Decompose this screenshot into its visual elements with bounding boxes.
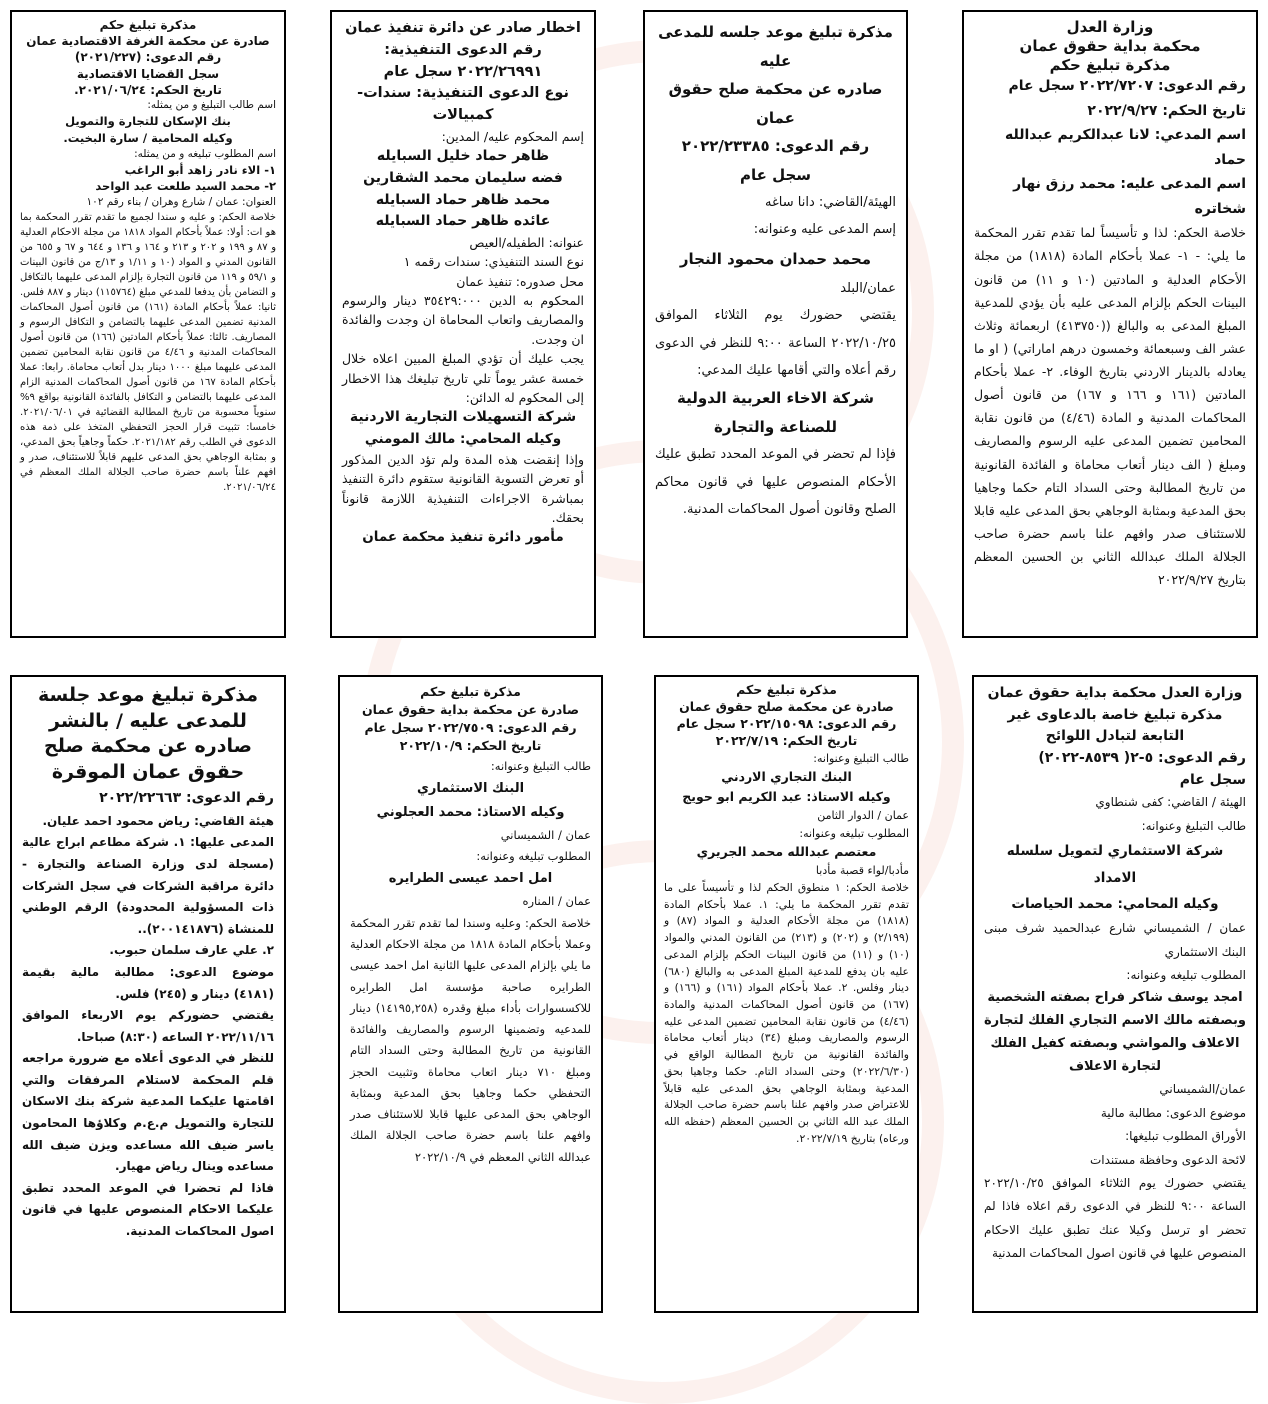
served-label: المطلوب تبليغه وعنوانه:: [799, 826, 909, 840]
plaintiff-name: اسم المدعي: لانا عبدالكريم عبدالله حماد: [1005, 127, 1246, 168]
case-subject: موضوع الدعوى: مطالبة مالية: [1100, 1105, 1246, 1120]
creditor-name: شركة التسهيلات التجارية الاردنية: [349, 409, 577, 426]
ruling-summary: خلاصة الحكم: ١ منطوق الحكم لذا و تأسيساً على ما تقدم تقرر المحكمة ما يلي: ١. عملا بأحكام المادة (١٨١٨) من مجلة الأحكام العدلية و المواد (٨٧) و (٢/١٩٩) و (٢٠٢) و (٢١٣) من القانون المدني والمواد (١٠) و (١١) من قانون البينات الحكم بإلزام المدعى عليه بان يدفع للمدعية المبلغ المدعى به والبالغ (٦٨٠) دينار وفلس. ٢. عملا بأحكام المواد (١٦١) و (١٦٦) و (١٦٧) من قانون أصول المحاكمات المدنية والمادة (٤/٤٦) من قانون نقابة المحامين تضمين المدعى عليه الرسوم والمصاريف ومبلغ (٣٤) دينار أتعاب محاماة والفائدة القانونية من تاريخ المطالبة الواقع في (٢٠٢٢/٦/٣٠) وحتى السداد التام. حكما وجاهيا بحق المدعية وبمثابة الوجاهي بحق المدعى عليه قابلاً للاعتراض صدر وافهم علنا باسم حضرة صاحب الجلالة الملك عبد الله الثاني بن الحسين المعظم (حفظه الله ورعاه) بتاريخ ٢٠٢٢/٧/١٩.: [664, 880, 910, 1145]
notice-execution-sabaileh: [330, 10, 596, 638]
notice-economic-court-ruling: [10, 10, 286, 638]
case-number: رقم الدعوى: ٢٠٢٢/٢٣٣٨٥: [681, 137, 870, 155]
requester-label: طالب التبليغ وعنوانه:: [1141, 818, 1246, 833]
notice-hearing-najjar: [643, 10, 908, 638]
notice-title: مذكرة تبليغ حكم: [420, 684, 521, 699]
signature: مأمور دائرة تنفيذ محكمة عمان: [362, 529, 564, 546]
ruling-summary: خلاصة الحكم: و عليه و سندا لجميع ما تقدم تقرر المحكمة بما هو ات: أولا: عملاً بأحكام المواد ١٨١٨ من مجلة الاحكام العدلية و ٨٧ و ١٩٩ و ٢٠٢ و ٢١٣ و ١٦٤ و ١٣٦ و ٦٤٤ و ٦٧ و ٦٥٥ من القانون المدني و المواد (١٠ و ١/١١ و ١٣/ج من قانون البينات و ٥٩/١ و ١١٩ من قانون التجارة بإلزام المدعى عليهما بالتكافل و التضامن بأن يدفعا للمدعي مبلغ (١١٥٧٦٤) دينار و ٨٨٧ فلس. ثانيا: عملاً بأحكام المادة (١٦١) من قانون أصول المحاكمات المدنية تضمين المدعى عليهما بالتضامن و التكافل الرسوم و المصاريف. ثالثا: عملاً بأحكام المادتين (١٦٦) من قانون أصول المحاكمات المدنية و ٤/٤٦ من قانون نقابة المحامين تضمين المدعى عليهما مبلغ ١٠٠٠ دينار بدل أتعاب محاماة. رابعا: عملا بأحكام المادة ١٦٧ من قانون أصول المحاكمات المدنية الزام المدعى عليهما بالتضامن و التكافل بالفائدة القانونية بواقع ٩% سنوياً محسوبة من تاريخ المطالبة القضائية في ٢٠٢١/٠٦/٠١. خامسا: تثبيت قرار الحجز التحفظي المتخذ على ذمة هذه الدعوى في الطلب رقم ٢٠٢١/١٨٢. حكماً وجاهياً بحق المدعي، و بمثابة الوجاهي بحق المدعى عليهم قابلاً للاستئناف، صدر و افهم علناً باسم حضرة صاحب الجلالة الملك المعظم في ٢٠٢١/٠٦/٢٤.: [20, 212, 277, 494]
defendant-name: محمد حمدان محمود النجار: [679, 249, 872, 268]
documents: لائحة الدعوى وحافظة مستندات: [1089, 1152, 1246, 1167]
hearing-purpose: للنظر في الدعوى أعلاه مع ضرورة مراجعه قلم المحكمة لاستلام المرفقات والتي اقامتها عليكما المدعية شركة بنك الاسكان للتجارة والتمويل م.ع.م وكلاؤها المحامون ياسر ضيف الله مساعده ويزن ضيف الله مساعده وينال رياض مهيار.: [22, 1051, 274, 1174]
requester-address: عمان / الدوار الثامن: [817, 809, 909, 823]
defendant-name: اسم المدعى عليه: محمد رزق نهار شخاتره: [1013, 176, 1246, 217]
hearing-details: يقتضي حضورك يوم الثلاثاء الموافق ٢٠٢٢/١٠/٢٥ الساعة ٩:٠٠ للنظر في الدعوى رقم اعلاه فاذا لم تحضر او ترسل وكيلا عنك تطبق عليك الاحكام المنصوص عليها في قانون اصول المحاكمات المدنية: [984, 1175, 1246, 1261]
plaintiff-name: شركة الاخاء العربية الدولية للصناعة والتجارة: [676, 389, 875, 436]
notice-title: وزارة العدل محكمة بداية حقوق عمان: [987, 685, 1243, 701]
requester-name: البنك التجاري الاردني: [721, 769, 852, 785]
served-address: العنوان: عمان / شارع وهران / بناء رقم ١٠٢: [86, 196, 276, 209]
judge-name: الهيئة/القاضي: دانا ساغه: [765, 195, 896, 210]
notice-title: مذكرة تبليغ موعد جلسه للمدعى عليه: [658, 23, 893, 70]
served-label: اسم المطلوب تبليغه و من يمثله:: [134, 147, 276, 160]
absence-warning: فإذا لم تحضر في الموعد المحدد تطبق عليك الأحكام المنصوص عليها في قانون محاكم الصلح وقانون أصول المحاكمات المدنية.: [655, 447, 896, 517]
defendant-2: ٢. علي عارف سلمان حبوب.: [109, 943, 274, 958]
bond-type: نوع السند التنفيذي: سندات رقمه ١: [403, 254, 584, 270]
ruling-summary: خلاصة الحكم: لذا و تأسيساً لما تقدم تقرر المحكمة ما يلي: - ١- عملا بأحكام المادة (١٨١٨) من مجلة الأحكام العدلية و المادتين (١٠ و ١١) من قانون البينات الحكم بإلزام المدعى عليه بأن يؤدي للمدعية المبلغ المدعى به والبالغ ((٤١٣٧٥٠) اربعمائة وثلاث عشر الف وسبعمائة وخمسون درهم اماراتي) ( او ما يعادله بالدينار الاردني بتاريخ الوفاء. ٢- عملا بأحكام المادتين (١٦١ و ١٦٦ و ١٦٧) من قانون أصول المحاكمات المدنية و المادة (٤/٤٦) من قانون نقابة المحامين تضمين المدعى عليه الرسوم والمصاريف ومبلغ ( الف دينار أتعاب محاماة و الفائدة القانونية من تاريخ المطالبة وحتى السداد التام حكما وجاهيا بحق المدعية وبمثابة الوجاهي بحق المدعى عليه قابلا للاستئناف صدر وافهم علنا باسم حضرة صاحب الجلالة الملك عبدالله الثاني بن الحسين المعظم بتاريخ ٢٠٢٢/٩/٢٧: [974, 225, 1247, 588]
payment-deadline: يجب عليك أن تؤدي المبلغ المبين اعلاه خلال خمسة عشر يوماً تلي تاريخ تبليغك هذا الاخطار إلى المحكوم له الدائن:: [342, 351, 584, 405]
notice-hearing-publication: [10, 675, 286, 1313]
requester-lawyer: وكيله الاستاذ: محمد العجلوني: [376, 804, 565, 820]
requester-lawyer: وكيله المحامية / سارة البخيت.: [63, 130, 233, 145]
execution-warning: وإذا إنقضت هذه المدة ولم تؤد الدين المذكور أو تعرض التسوية القانونية ستقوم دائرة التنفيذ بمباشرة الاجراءات التنفيذية اللازمة قانوناً بحقك.: [342, 451, 584, 525]
requester-lawyer: وكيله الاستاذ: عبد الكريم ابو حويج: [682, 789, 891, 805]
case-number: رقم الدعوى: ٢٠٢٢/٧٥٠٩ سجل عام: [364, 720, 577, 736]
requester-name: شركة الاستثماري لتمويل سلسله الامداد: [1006, 843, 1224, 886]
notice-court: صادره عن محكمة صلح حقوق عمان: [668, 80, 883, 127]
notice-supply-chain-finance: [972, 675, 1258, 1313]
served-address: عمان / المناره: [522, 894, 591, 909]
debtor-3: محمد ظاهر حماد السبايله: [375, 191, 551, 208]
issue-place: محل صدوره: تنفيذ عمان: [456, 273, 584, 289]
debtor-address: عنوانه: الطفيله/العيص: [469, 234, 584, 250]
judge-name: الهيئة / القاضي: كفى شنطاوي: [1095, 795, 1246, 810]
debt-amount: المحكوم به الدين ٣٥٤٢٩:٠٠٠ دينار والرسوم والمصاريف واتعاب المحاماة ان وجدت والفائدة ان وجدت.: [342, 293, 584, 347]
debtor-1: ظاهر حماد خليل السبايله: [376, 148, 550, 165]
debtor-label: إسم المحكوم عليه/ المدين:: [441, 128, 584, 144]
notice-investment-bank-ruling: [338, 675, 603, 1313]
ruling-date: تاريخ الحكم: ٢٠٢٢/٩/٢٧: [1087, 102, 1246, 119]
requester-address: عمان / الشميساني شارع عبدالحميد شرف مبنى البنك الاستثماري: [984, 921, 1246, 959]
case-number: رقم الدعوى التنفيذية: ٢٠٢٢/٢٦٩٩١ سجل عام: [383, 41, 543, 80]
notice-title: اخطار صادر عن دائرة تنفيذ عمان: [345, 20, 581, 36]
notice-court-ruling-lana: [962, 10, 1258, 638]
case-number: رقم الدعوى: ٥-٢( ٨٥٣٩-٢٠٢٢): [1038, 750, 1246, 767]
hearing-details: يقتضي حضورك يوم الثلاثاء الموافق ٢٠٢٢/١٠/٢٥ الساعة ٩:٠٠ للنظر في الدعوى رقم أعلاه والتي أقامها عليك المدعي:: [655, 308, 896, 378]
notice-title: مذكرة تبليغ حكم: [736, 682, 837, 697]
notice-commercial-bank-ruling: [654, 675, 919, 1313]
notice-title: مذكرة تبليغ حكم: [99, 18, 197, 32]
notice-court: صادرة عن محكمة صلح حقوق عمان: [679, 698, 894, 714]
defendant-label: إسم المدعى عليه وعنوانه:: [753, 222, 896, 238]
served-address: عمان/الشميساني: [1159, 1082, 1246, 1097]
ruling-date: تاريخ الحكم: ٢٠٢١/٠٦/٢٤.: [74, 82, 222, 97]
served-name: امل احمد عيسى الطرايره: [388, 871, 553, 887]
requester-label: طالب التبليغ وعنوانه:: [490, 758, 591, 773]
ruling-date: تاريخ الحكم: ٢٠٢٢/٧/١٩: [715, 732, 858, 748]
notice-title: مذكرة تبليغ موعد جلسة للمدعى عليه / بالنشر صادره عن محكمة صلح حقوق عمان الموقرة: [38, 684, 258, 783]
defendant-address: عمان/البلد: [840, 281, 896, 297]
requester-name: البنك الاستثماري: [416, 780, 525, 796]
case-number: رقم الدعوى: ٢٠٢٢/١٥٠٩٨ سجل عام: [676, 715, 897, 731]
ruling-summary: خلاصة الحكم: وعليه وسندا لما تقدم تقرر المحكمة وعملا بأحكام المادة ١٨١٨ من مجلة الاحكام العدلية ما يلي بإلزام المدعى عليها الثانية امل احمد عيسى الطرايره صاحبة مؤسسة امل الطرايره للاكسسوارات بأداء مبلغ وقدره (١٤١٩٥,٢٥٨) دينار للمدعيه وتضمينها الرسوم والمصاريف والفائدة القانونية من تاريخ المطالبة وحتى السداد التام ومبلغ ٧١٠ دينار اتعاب محاماة وتثبيت الحجز التحفظي حكما وجاهيا بحق المدعية وبمثابة الوجاهي بحق المدعى عليها قابلا للاستئناف صدر وافهم علنا باسم حضرة صاحب الجلالة الملك عبدالله الثاني المعظم في ٢٠٢٢/١٠/٩: [350, 915, 591, 1164]
notice-title: وزارة العدل: [1066, 18, 1154, 36]
case-number: رقم الدعوى: (٢٠٢١/٢٢٧): [74, 50, 222, 65]
notice-court: صادرة عن محكمة الغرفة الاقتصادية عمان: [26, 34, 270, 49]
requester-label: اسم طالب التبليغ و من يمثله:: [147, 98, 276, 111]
debtor-2: فضه سليمان محمد الشقارين: [363, 169, 563, 186]
judge-name: هيئة القاضي: رياض محمود احمد عليان.: [42, 813, 274, 828]
case-number: رقم الدعوى: ٢٠٢٢/٧٢٠٧ سجل عام: [1008, 78, 1246, 95]
case-type: نوع الدعوى التنفيذية: سندات-كمبيالات: [357, 85, 569, 123]
documents-label: الأوراق المطلوب تبليغها:: [1125, 1129, 1246, 1144]
ruling-date: تاريخ الحكم: ٢٠٢٢/١٠/٩: [399, 738, 542, 754]
case-number: رقم الدعوى: ٢٠٢٢/٢٢٦٦٣: [99, 789, 274, 806]
notice-subtitle: مذكرة تبليغ خاصة بالدعاوى غير التابعة لتبادل اللوائح: [1007, 706, 1223, 745]
served-name-2: ٢- محمد السيد طلعت عبد الواحد: [95, 179, 276, 194]
requester-address: عمان / الشميساني: [500, 827, 591, 842]
requester-name: بنك الإسكان للتجارة والتمويل: [65, 114, 231, 129]
requester-lawyer: وكيله المحامي: محمد الحياصات: [1011, 895, 1219, 912]
served-label: المطلوب تبليغه وعنوانه:: [1126, 967, 1246, 982]
hearing-details: يقتضي حضوركم يوم الاربعاء الموافق ٢٠٢٢/١١/١٦ الساعه (٨:٣٠) صباحا.: [22, 1008, 274, 1044]
creditor-lawyer: وكيله المحامي: مالك المومني: [364, 430, 562, 447]
notice-court: صادرة عن محكمة بداية حقوق عمان: [361, 702, 580, 718]
notice-subtitle: مذكرة تبليغ حكم: [1049, 55, 1171, 74]
served-address: مأدبا/لواء قصبة مأدبا: [815, 864, 909, 878]
requester-label: طالب التبليغ وعنوانه:: [813, 751, 909, 765]
record-type: سجل عام: [1179, 771, 1246, 788]
served-name: امجد يوسف شاكر فراح بصفته الشخصية وبصفته مالك الاسم التجاري الفلك لتجارة الاعلاف والمواشي وبصفته كفيل الفلك لتجارة الاعلاف: [984, 990, 1246, 1074]
served-name-1: ١- الاء نادر زاهد أبو الراغب: [124, 162, 276, 177]
absence-warning: فاذا لم تحضرا في الموعد المحدد تطبق عليكما الاحكام المنصوص عليها في قانون اصول المحاكمات المدنية.: [22, 1180, 274, 1239]
served-name: معتصم عبدالله محمد الجريري: [696, 844, 877, 860]
defendants: المدعى عليها: ١. شركة مطاعم ابراج عالية (مسجلة لدى وزارة الصناعة والتجارة - دائرة مراقبة الشركات في سجل الشركات ذات المسؤولية المحدودة) الرقم الوطني للمنشاة (٢٠٠١٤١٨٧٦)..: [22, 835, 274, 936]
record-type: سجل عام: [739, 165, 812, 184]
notice-court: محكمة بداية حقوق عمان: [1019, 36, 1201, 55]
debtor-4: عائده ظاهر حماد السبايله: [375, 213, 551, 230]
case-subject: موضوع الدعوى: مطالبة مالية بقيمة (٤١٨١) دينار و (٢٤٥) فلس.: [22, 964, 274, 1001]
record-type: سجل القضايا الاقتصادية: [76, 66, 220, 81]
served-label: المطلوب تبليغه وعنوانه:: [476, 849, 591, 864]
